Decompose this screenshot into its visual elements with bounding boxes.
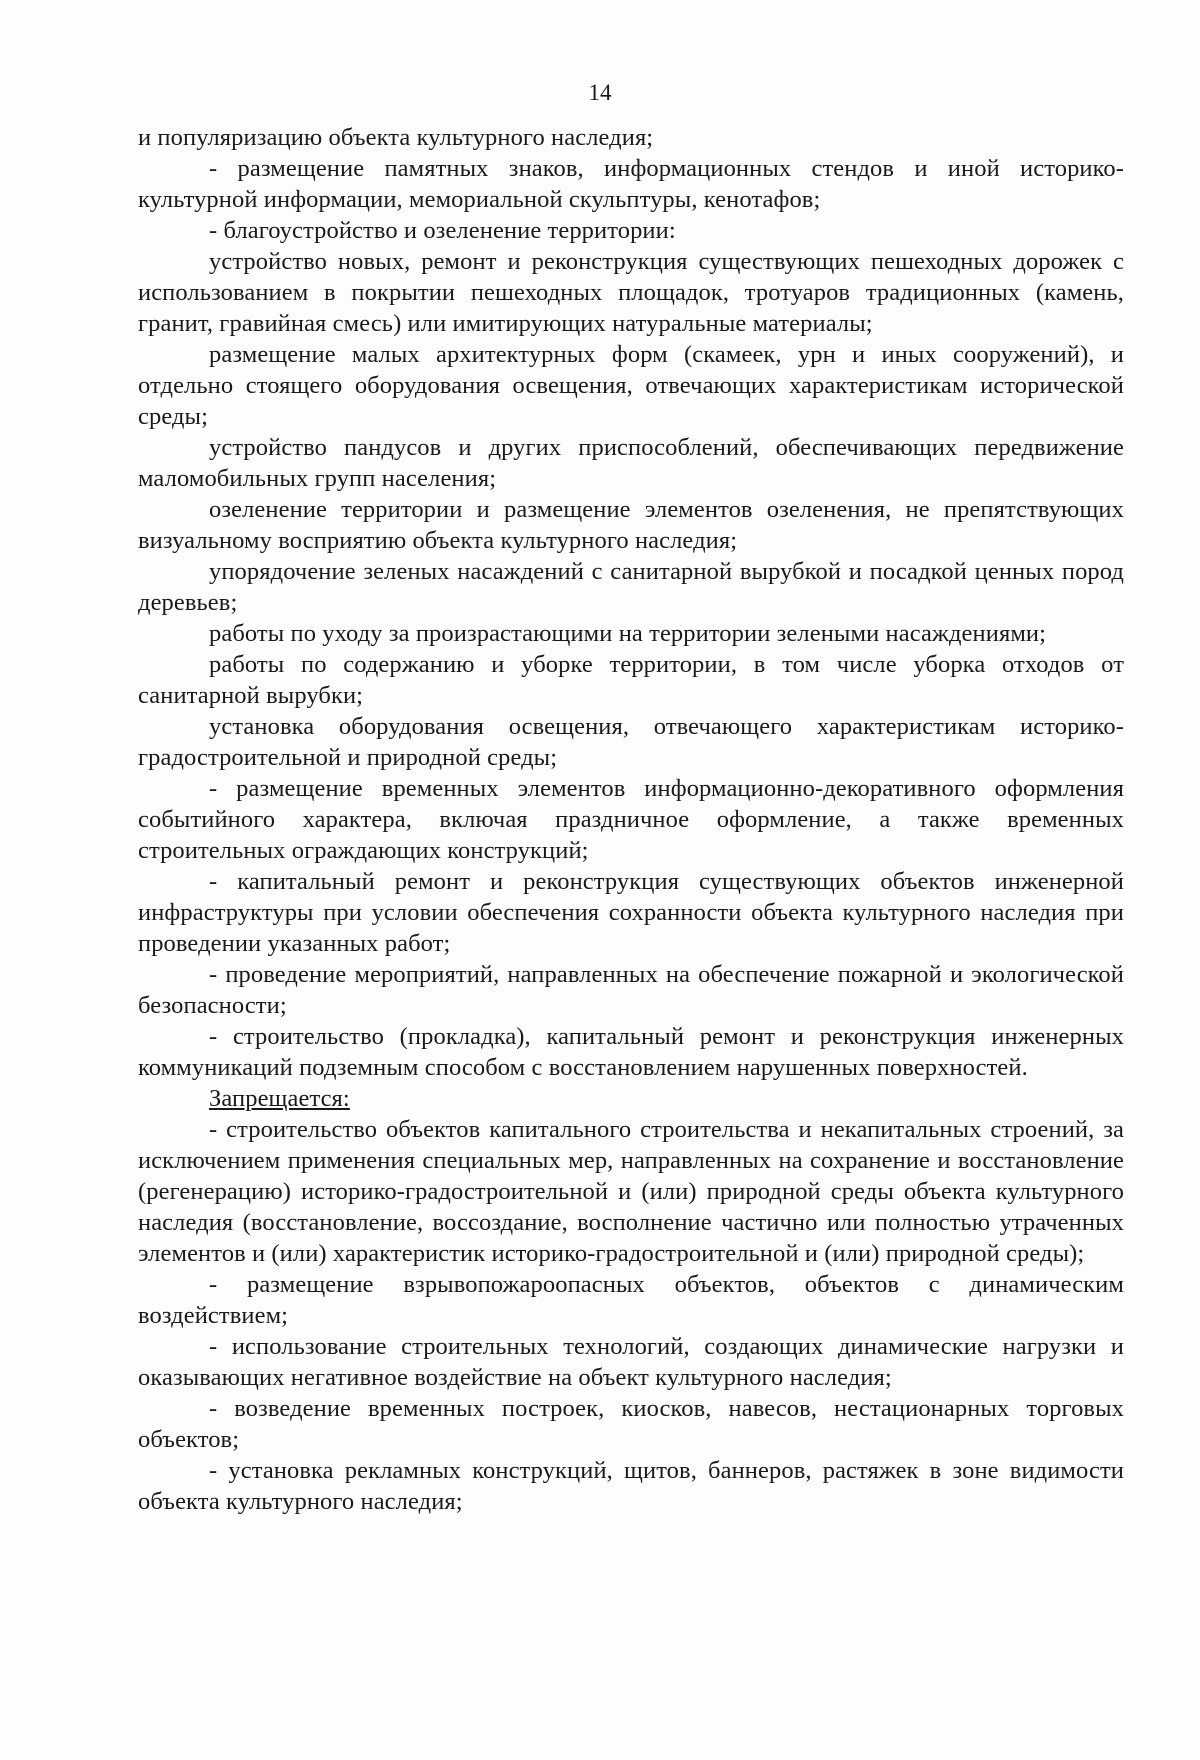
paragraph: упорядочение зеленых насаждений с санитарной вырубкой и посадкой ценных пород деревьев; <box>138 558 1124 616</box>
document-body <box>138 122 1124 1517</box>
page-number: 14 <box>588 80 612 105</box>
paragraph: и популяризацию объекта культурного наследия; <box>138 124 654 151</box>
paragraph: - благоустройство и озеленение территории: <box>209 217 676 244</box>
paragraph: - строительство объектов капитального строительства и некапитальных строений, за исключением применения специальных мер, направленных на сохранение и восстановление (регенерацию) историко-градостроительной и (или) природной среды объекта культурного наследия (восстановление, воссоздание, восполнение частично или полностью утраченных элементов и (или) характеристик историко-градостроительной и (или) природной среды); <box>138 1116 1124 1267</box>
paragraph: работы по содержанию и уборке территории, в том числе уборка отходов от санитарной вырубки; <box>138 651 1124 709</box>
paragraph: - возведение временных построек, киосков, навесов, нестационарных торговых объектов; <box>138 1395 1124 1453</box>
paragraph: - установка рекламных конструкций, щитов, баннеров, растяжек в зоне видимости объекта культурного наследия; <box>138 1457 1124 1515</box>
section-heading-text: Запрещается: <box>209 1085 350 1112</box>
paragraph: установка оборудования освещения, отвечающего характеристикам историко-градостроительной и природной среды; <box>138 713 1124 771</box>
paragraph: устройство пандусов и других приспособлений, обеспечивающих передвижение маломобильных групп населения; <box>138 434 1124 492</box>
paragraph: работы по уходу за произрастающими на территории зелеными насаждениями; <box>209 620 1047 647</box>
paragraph: - строительство (прокладка), капитальный ремонт и реконструкция инженерных коммуникаций подземным способом с восстановлением нарушенных поверхностей. <box>138 1023 1124 1081</box>
paragraph: - капитальный ремонт и реконструкция существующих объектов инженерной инфраструктуры при условии обеспечения сохранности объекта культурного наследия при проведении указанных работ; <box>138 868 1124 957</box>
section-heading-prohibited <box>138 1083 1124 1114</box>
paragraph: устройство новых, ремонт и реконструкция существующих пешеходных дорожек с использованием в покрытии пешеходных площадок, тротуаров традиционных (камень, гранит, гравийная смесь) или имитирующих натуральные материалы; <box>138 248 1124 337</box>
paragraph: озеленение территории и размещение элементов озеленения, не препятствующих визуальному восприятию объекта культурного наследия; <box>138 496 1124 554</box>
paragraph: - размещение временных элементов информационно-декоративного оформления событийного характера, включая праздничное оформление, а также временных строительных ограждающих конструкций; <box>138 775 1124 864</box>
paragraph: - использование строительных технологий, создающих динамические нагрузки и оказывающих негативное воздействие на объект культурного наследия; <box>138 1333 1124 1391</box>
paragraph: - проведение мероприятий, направленных на обеспечение пожарной и экологической безопасности; <box>138 961 1124 1019</box>
paragraph: - размещение памятных знаков, информационных стендов и иной историко-культурной информации, мемориальной скульптуры, кенотафов; <box>138 155 1124 213</box>
paragraph: - размещение взрывопожароопасных объектов, объектов с динамическим воздействием; <box>138 1271 1124 1329</box>
paragraph: размещение малых архитектурных форм (скамеек, урн и иных сооружений), и отдельно стоящего оборудования освещения, отвечающих характеристикам исторической среды; <box>138 341 1124 430</box>
